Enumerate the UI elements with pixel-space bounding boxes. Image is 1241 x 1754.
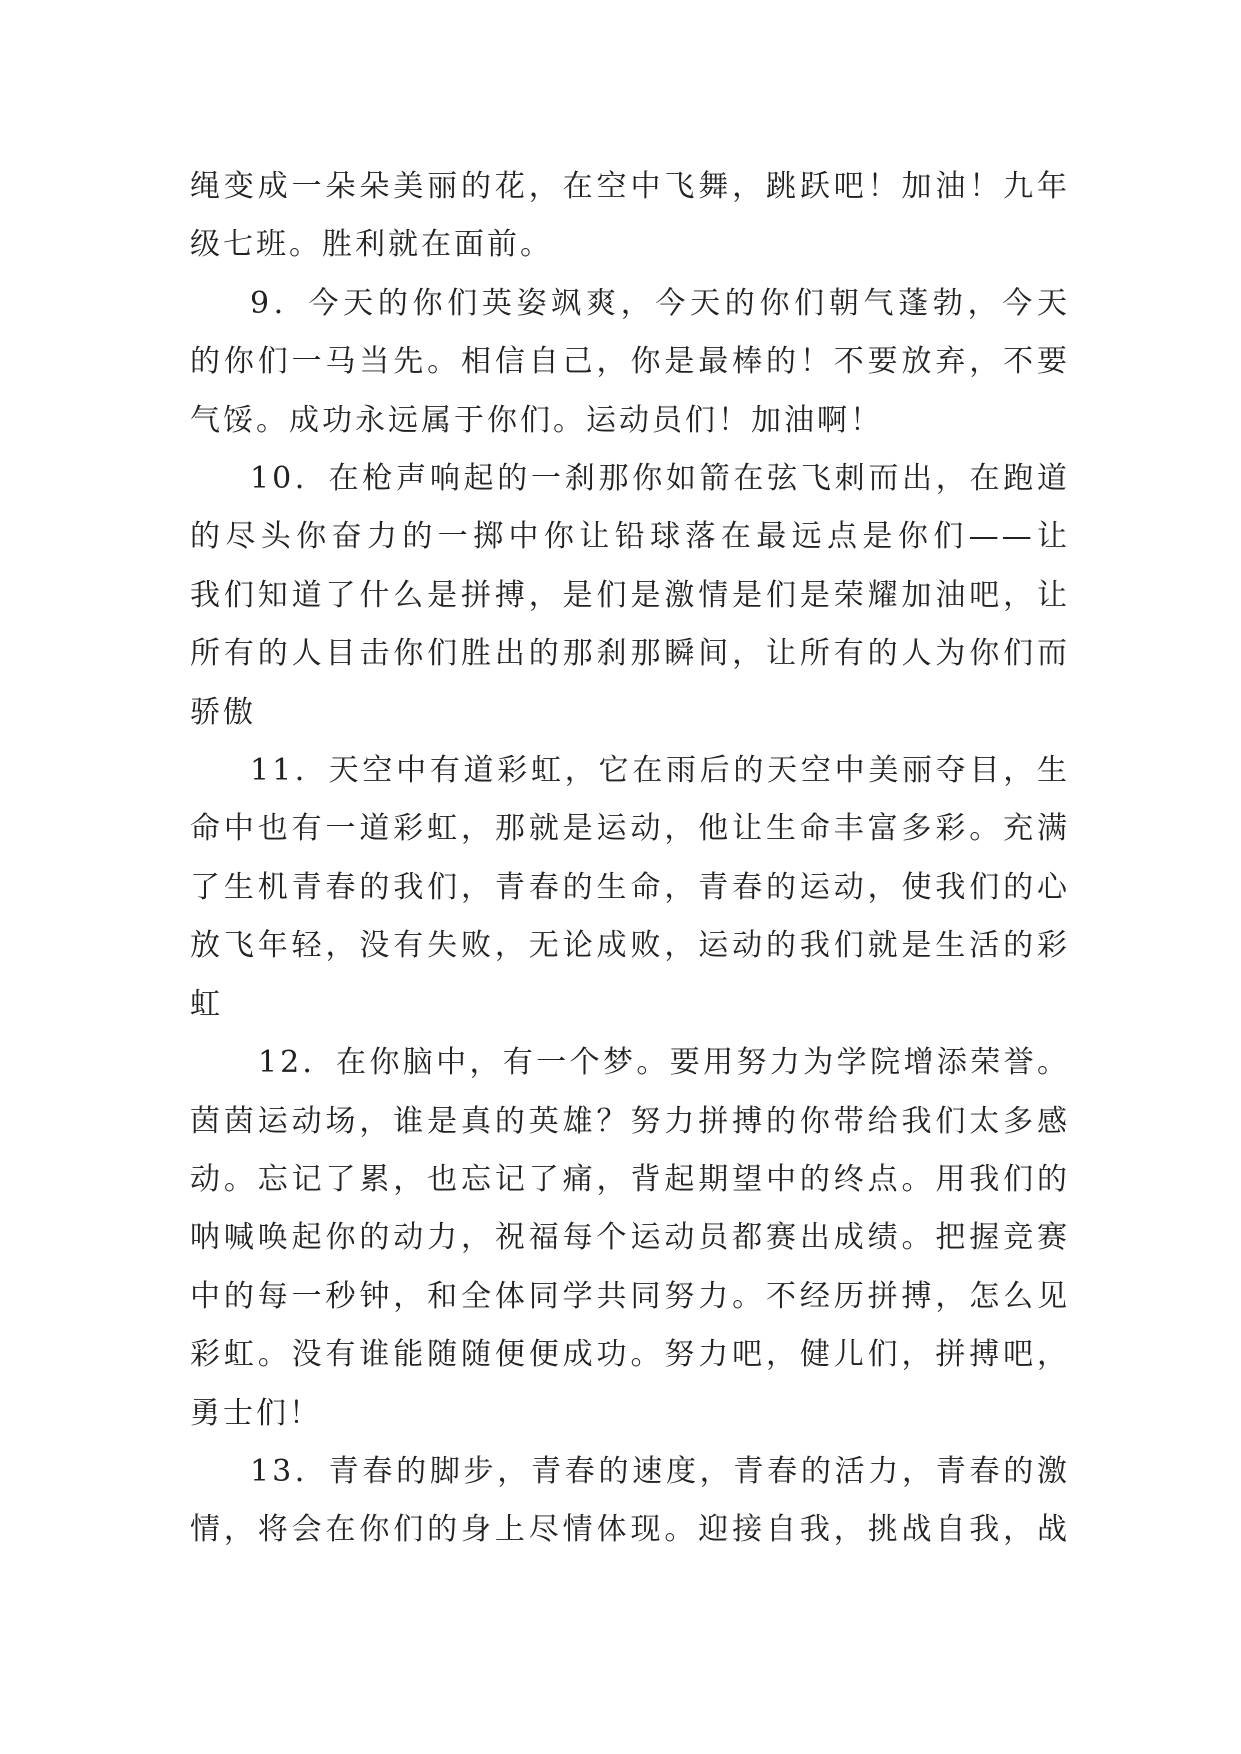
text-line: 的你们一马当先。相信自己，你是最棒的！不要放弃，不要 — [190, 344, 1070, 380]
paragraph-11 — [190, 742, 1070, 1034]
paragraph-12 — [190, 1034, 1070, 1443]
text-line: 虹 — [190, 986, 223, 1022]
text-line: 的尽头你奋力的一掷中你让铅球落在最远点是你们——让 — [190, 519, 1070, 555]
text-line: 命中也有一道彩虹，那就是运动，他让生命丰富多彩。充满 — [190, 811, 1070, 847]
text-line: 绳变成一朵朵美丽的花，在空中飞舞，跳跃吧！加油！九年 — [190, 169, 1070, 204]
text-line: 呐喊唤起你的动力，祝福每个运动员都赛出成绩。把握竞赛 — [190, 1220, 1070, 1256]
text-line: 骄傲 — [190, 694, 256, 730]
text-line: 12．在你脑中，有一个梦。要用努力为学院增添荣誉。 — [258, 1045, 1070, 1081]
text-line: 13．青春的脚步，青春的速度，青春的活力，青春的激 — [250, 1453, 1070, 1489]
text-line: 9．今天的你们英姿飒爽，今天的你们朝气蓬勃，今天 — [250, 285, 1070, 321]
text-line: 中的每一秒钟，和全体同学共同努力。不经历拼搏，怎么见 — [190, 1278, 1070, 1314]
text-line: 气馁。成功永远属于你们。运动员们！加油啊！ — [190, 402, 883, 438]
text-line: 10．在枪声响起的一刹那你如箭在弦飞刺而出，在跑道 — [250, 461, 1070, 497]
text-line: 了生机青春的我们，青春的生命，青春的运动，使我们的心 — [190, 869, 1070, 905]
text-line: 茵茵运动场，谁是真的英雄？努力拼搏的你带给我们太多感 — [190, 1103, 1070, 1139]
text-line: 彩虹。没有谁能随随便便成功。努力吧，健儿们，拼搏吧， — [190, 1337, 1070, 1373]
text-line: 级七班。胜利就在面前。 — [190, 227, 553, 263]
paragraph-10 — [190, 450, 1070, 742]
paragraph-8-continuation — [190, 158, 1070, 275]
text-line: 所有的人目击你们胜出的那刹那瞬间，让所有的人为你们而 — [190, 636, 1070, 672]
text-line: 我们知道了什么是拼搏，是们是激情是们是荣耀加油吧，让 — [190, 577, 1070, 613]
text-line: 动。忘记了累，也忘记了痛，背起期望中的终点。用我们的 — [190, 1161, 1070, 1197]
text-line: 11．天空中有道彩虹，它在雨后的天空中美丽夺目，生 — [250, 753, 1070, 789]
text-line: 情，将会在你们的身上尽情体现。迎接自我，挑战自我，战 — [190, 1512, 1070, 1548]
paragraph-13 — [190, 1443, 1070, 1560]
paragraph-9 — [190, 275, 1070, 450]
text-line: 勇士们！ — [190, 1395, 322, 1431]
document-body — [190, 158, 1070, 1560]
text-line: 放飞年轻，没有失败，无论成败，运动的我们就是生活的彩 — [190, 928, 1070, 964]
